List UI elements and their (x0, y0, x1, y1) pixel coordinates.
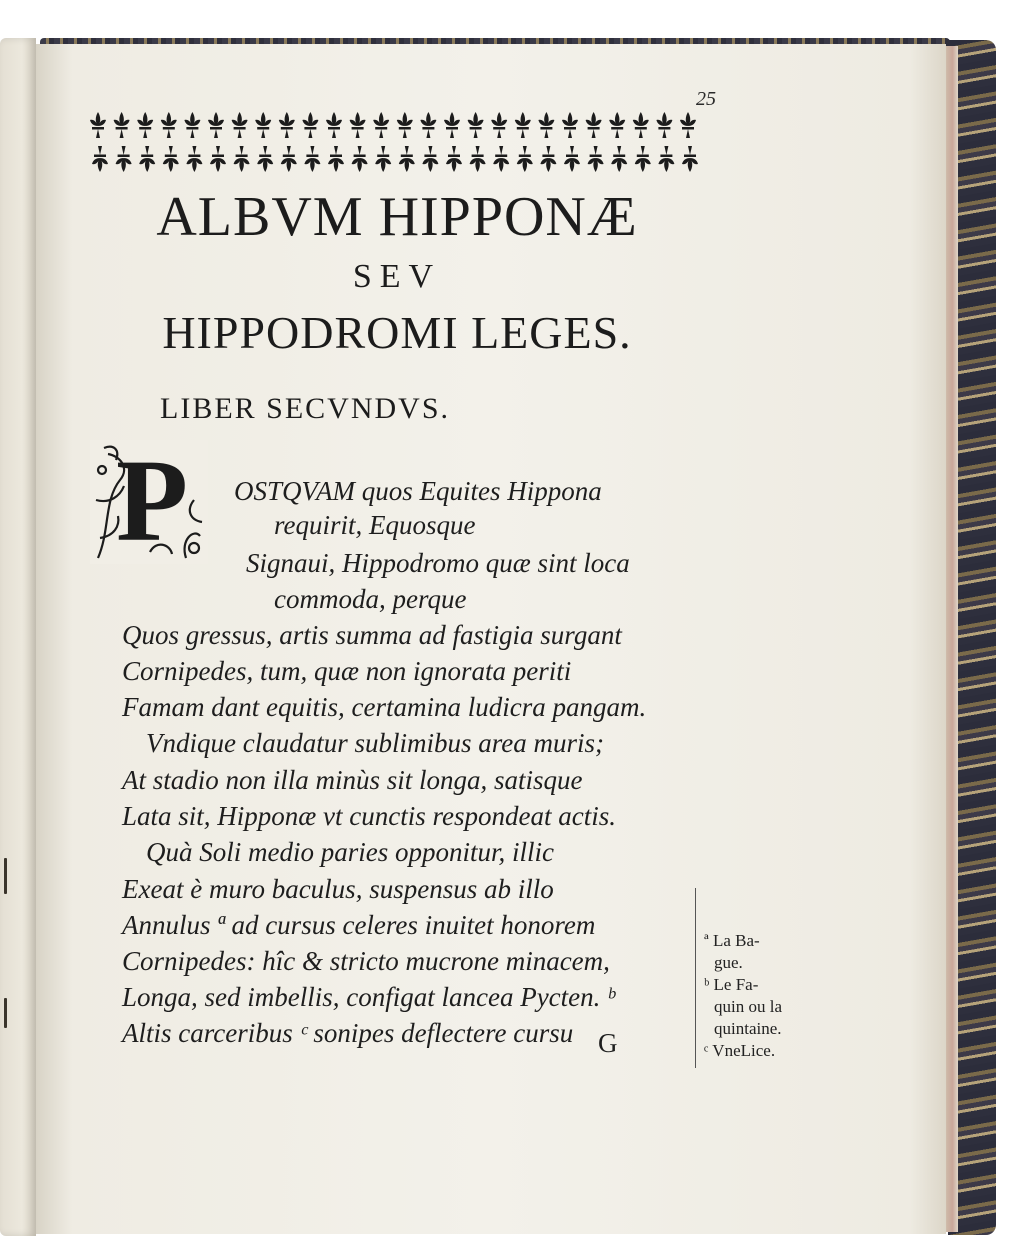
fleuron-glyph (399, 146, 415, 172)
fleuron-glyph (611, 146, 627, 172)
fleuron-glyph (680, 112, 696, 138)
verse-line: Quà Soli medio paries opponitur, illic (146, 837, 554, 867)
margin-note-line: ᶜ VneLice. (704, 1041, 776, 1060)
fleuron-glyph (373, 112, 389, 138)
fleuron-glyph (352, 146, 368, 172)
fleuron-glyph (279, 112, 295, 138)
verse-line: Cornipedes, tum, quæ non ignorata periti (122, 656, 572, 686)
decorated-dropcap (90, 440, 208, 564)
fleuron-ornament-band (88, 108, 706, 178)
fleuron-glyph (658, 146, 674, 172)
fleuron-glyph (234, 146, 250, 172)
fleuron-glyph (564, 146, 580, 172)
verse-line: At stadio non illa minùs sit longa, satisque (122, 765, 583, 795)
verse-line: Altis carceribus ᶜ sonipes deflectere cursu (122, 1018, 574, 1048)
verse-line: Vndique claudatur sublimibus area muris; (146, 728, 604, 758)
bleed-mark (4, 998, 7, 1028)
title-line-3: HIPPODROMI LEGES. (162, 307, 632, 358)
fleuron-glyph (515, 112, 531, 138)
fleuron-glyph (328, 146, 344, 172)
verse-line: Quos gressus, artis summa ad fastigia surgant (122, 620, 622, 650)
fleuron-glyph (208, 112, 224, 138)
fleuron-glyph (90, 112, 106, 138)
verse-line: commoda, perque (274, 584, 467, 614)
fleuron-glyph (493, 146, 509, 172)
fleuron-glyph (540, 146, 556, 172)
book-heading: LIBER SECVNDVS. (160, 392, 451, 425)
fleuron-glyph (137, 112, 153, 138)
fleuron-glyph (210, 146, 226, 172)
verse-line: Lata sit, Hipponæ vt cunctis respondeat actis. (122, 801, 616, 831)
verse-line: OSTQVAM quos Equites Hippona (234, 476, 602, 506)
fleuron-glyph (186, 146, 202, 172)
verse-line: Longa, sed imbellis, configat lancea Pycten. ᵇ (122, 982, 615, 1012)
fleuron-glyph (397, 112, 413, 138)
fleuron-glyph (114, 112, 130, 138)
fleuron-glyph (420, 112, 436, 138)
fleuron-glyph (232, 112, 248, 138)
page-number: 25 (696, 88, 716, 110)
fleuron-glyph (375, 146, 391, 172)
fleuron-glyph (562, 112, 578, 138)
margin-note-line: quin ou la (714, 997, 782, 1016)
verse-line: Cornipedes: hîc & stricto mucrone minacem, (122, 946, 610, 976)
verse-line: Annulus ª ad cursus celeres inuitet honorem (122, 910, 596, 940)
signature-mark: G (598, 1028, 618, 1058)
fleuron-glyph (517, 146, 533, 172)
verse-line: Exeat è muro baculus, suspensus ab illo (122, 874, 554, 904)
fleuron-glyph (446, 146, 462, 172)
bleed-mark (4, 858, 7, 894)
fleuron-glyph (588, 146, 604, 172)
margin-note-line: ᵇ Le Fa- (704, 975, 759, 994)
verse-line: Signaui, Hippodromo quæ sint loca (246, 548, 630, 578)
fleuron-glyph (139, 146, 155, 172)
fleuron-glyph (257, 146, 273, 172)
fleuron-glyph (255, 112, 271, 138)
fleuron-glyph (161, 112, 177, 138)
fleuron-glyph (326, 112, 342, 138)
margin-note-line: ª La Ba- (704, 931, 760, 950)
fleuron-glyph (281, 146, 297, 172)
title-line-1: ALBVM HIPPONÆ (156, 186, 638, 248)
fleuron-glyph (422, 146, 438, 172)
fleuron-glyph (302, 112, 318, 138)
fleuron-glyph (468, 112, 484, 138)
fleuron-glyph (656, 112, 672, 138)
fleuron-glyph (116, 146, 132, 172)
margin-rule (695, 888, 696, 1068)
fleuron-glyph (586, 112, 602, 138)
fleuron-glyph (491, 112, 507, 138)
fleuron-glyph (470, 146, 486, 172)
left-facing-page-edge (0, 38, 36, 1236)
fleuron-glyph (682, 146, 698, 172)
fleuron-glyph (163, 146, 179, 172)
dropcap-letter: P (115, 440, 189, 564)
verse-line: requirit, Equosque (274, 510, 476, 540)
fleuron-glyph (635, 146, 651, 172)
margin-note-line: quintaine. (714, 1019, 782, 1038)
fleuron-glyph (633, 112, 649, 138)
fleuron-glyph (538, 112, 554, 138)
verse-line: Famam dant equitis, certamina ludicra pangam. (122, 692, 647, 722)
fleuron-glyph (304, 146, 320, 172)
margin-note-line: gue. (714, 953, 743, 972)
fleuron-glyph (184, 112, 200, 138)
fleuron-glyph (609, 112, 625, 138)
title-line-2: SEV (352, 258, 442, 295)
fleuron-glyph (92, 146, 108, 172)
fleuron-glyph (350, 112, 366, 138)
fleuron-glyph (444, 112, 460, 138)
